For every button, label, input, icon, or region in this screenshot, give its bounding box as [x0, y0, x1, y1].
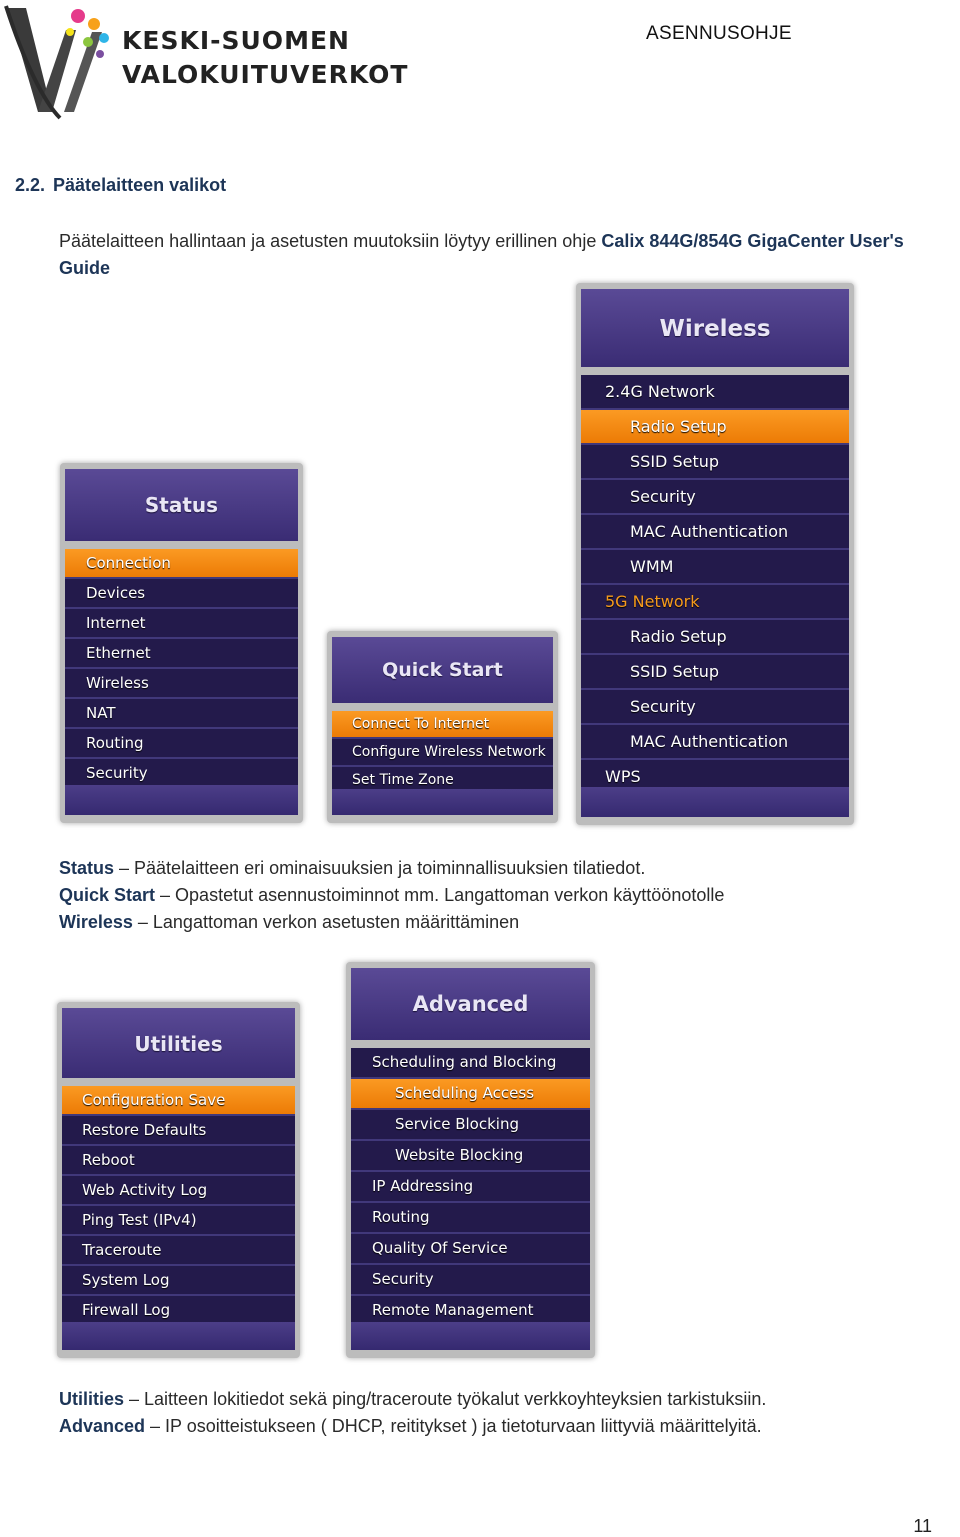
utilities-menu-item[interactable]: Firewall Log	[62, 1296, 295, 1326]
status-menu-item[interactable]: Routing	[65, 729, 298, 759]
status-menu-panel	[60, 463, 303, 823]
status-menu-item[interactable]: Internet	[65, 609, 298, 639]
section-number: 2.2.	[15, 175, 46, 195]
quick-start-menu-item[interactable]: Configure Wireless Network	[332, 739, 553, 767]
quick-start-label: Quick Start	[59, 885, 156, 905]
advanced-menu-item[interactable]: IP Addressing	[351, 1172, 590, 1203]
utilities-label: Utilities	[59, 1389, 125, 1409]
status-menu-item[interactable]: Devices	[65, 579, 298, 609]
wireless-menu-item[interactable]: WMM	[581, 550, 849, 585]
status-menu-footer	[65, 785, 298, 815]
wireless-menu-item[interactable]: Radio Setup	[581, 620, 849, 655]
menu-descriptions-bottom	[59, 1386, 766, 1440]
section-title: Päätelaitteen valikot	[53, 175, 227, 195]
utilities-menu-item[interactable]: System Log	[62, 1266, 295, 1296]
advanced-menu-item[interactable]: Scheduling Access	[351, 1079, 590, 1110]
quick-start-menu-item[interactable]: Connect To Internet	[332, 711, 553, 739]
wireless-menu-footer	[581, 787, 849, 817]
status-menu-item[interactable]: Wireless	[65, 669, 298, 699]
quick-start-menu-items	[332, 711, 553, 795]
menu-descriptions-top	[59, 855, 724, 936]
wireless-menu-item[interactable]: MAC Authentication	[581, 725, 849, 760]
utilities-menu-item[interactable]: Web Activity Log	[62, 1176, 295, 1206]
quick-start-menu-title: Quick Start	[332, 637, 553, 703]
wireless-menu-item[interactable]: SSID Setup	[581, 655, 849, 690]
logo-line2: VALOKUITUVERKOT	[122, 60, 409, 89]
wireless-description	[59, 909, 724, 936]
advanced-menu-item[interactable]: Service Blocking	[351, 1110, 590, 1141]
quick-start-text: – Opastetut asennustoiminnot mm. Langattoman verkon käyttöönotolle	[155, 885, 725, 905]
logo-icon	[4, 2, 116, 120]
wireless-menu-item[interactable]: MAC Authentication	[581, 515, 849, 550]
utilities-menu-item[interactable]: Traceroute	[62, 1236, 295, 1266]
wireless-text: – Langattoman verkon asetusten määrittäminen	[132, 912, 520, 932]
advanced-menu-group-scheduling[interactable]: Scheduling and Blocking	[351, 1048, 590, 1079]
status-description	[59, 855, 724, 882]
advanced-menu-item[interactable]: Remote Management	[351, 1296, 590, 1327]
wireless-menu-group-24g[interactable]: 2.4G Network	[581, 375, 849, 410]
status-menu-items	[65, 549, 298, 789]
advanced-menu-item[interactable]: Quality Of Service	[351, 1234, 590, 1265]
quick-start-description	[59, 882, 724, 909]
utilities-menu-footer	[62, 1322, 295, 1350]
page-number: 11	[913, 1516, 932, 1536]
wireless-menu-item[interactable]: Security	[581, 690, 849, 725]
wireless-menu-title: Wireless	[581, 289, 849, 367]
guide-reference: Calix 844G/854G GigaCenter User's Guide	[59, 231, 904, 278]
quick-start-menu-panel	[327, 631, 558, 823]
advanced-text: – IP osoitteistukseen ( DHCP, reititykset ) ja tietoturvaan liittyviä määrittelyitä.	[145, 1416, 762, 1436]
advanced-menu-item[interactable]: Routing	[351, 1203, 590, 1234]
wireless-menu-items	[581, 375, 849, 795]
status-menu-item[interactable]: NAT	[65, 699, 298, 729]
advanced-menu-panel	[346, 962, 595, 1358]
wireless-menu-item[interactable]: Security	[581, 480, 849, 515]
status-menu-title: Status	[65, 469, 298, 541]
status-text: – Päätelaitteen eri ominaisuuksien ja toiminnallisuuksien tilatiedot.	[114, 858, 646, 878]
status-menu-item[interactable]: Ethernet	[65, 639, 298, 669]
utilities-description	[59, 1386, 766, 1413]
wireless-label: Wireless	[59, 912, 133, 932]
utilities-menu-items	[62, 1086, 295, 1326]
wireless-menu-group-5g[interactable]: 5G Network	[581, 585, 849, 620]
status-menu-item[interactable]: Security	[65, 759, 298, 789]
utilities-menu-item[interactable]: Reboot	[62, 1146, 295, 1176]
utilities-menu-item[interactable]: Ping Test (IPv4)	[62, 1206, 295, 1236]
advanced-menu-items	[351, 1048, 590, 1327]
advanced-menu-title: Advanced	[351, 968, 590, 1040]
document-type: ASENNUSOHJE	[646, 23, 792, 44]
utilities-menu-title: Utilities	[62, 1008, 295, 1078]
wireless-menu-panel	[576, 283, 854, 825]
utilities-menu-panel	[57, 1002, 300, 1358]
advanced-menu-footer	[351, 1322, 590, 1350]
wireless-menu-item[interactable]: SSID Setup	[581, 445, 849, 480]
utilities-menu-item[interactable]: Configuration Save	[62, 1086, 295, 1116]
logo-line1: KESKI-SUOMEN	[122, 26, 350, 55]
status-label: Status	[59, 858, 115, 878]
advanced-label: Advanced	[59, 1416, 146, 1436]
section-heading	[15, 175, 226, 196]
advanced-menu-item[interactable]: Website Blocking	[351, 1141, 590, 1172]
wireless-menu-item-wps[interactable]: WPS	[581, 760, 849, 795]
utilities-text: – Laitteen lokitiedot sekä ping/traceroute työkalut verkkoyhteyksien tarkistuksiin.	[124, 1389, 767, 1409]
utilities-menu-item[interactable]: Restore Defaults	[62, 1116, 295, 1146]
wireless-menu-item[interactable]: Radio Setup	[581, 410, 849, 445]
advanced-menu-item[interactable]: Security	[351, 1265, 590, 1296]
status-menu-item[interactable]: Connection	[65, 549, 298, 579]
quick-start-menu-footer	[332, 789, 553, 815]
intro-text: Päätelaitteen hallintaan ja asetusten muutoksiin löytyy erillinen ohje	[59, 231, 602, 251]
advanced-description	[59, 1413, 766, 1440]
intro-paragraph	[59, 228, 949, 282]
quick-start-menu-item[interactable]: Set Time Zone	[332, 767, 553, 795]
